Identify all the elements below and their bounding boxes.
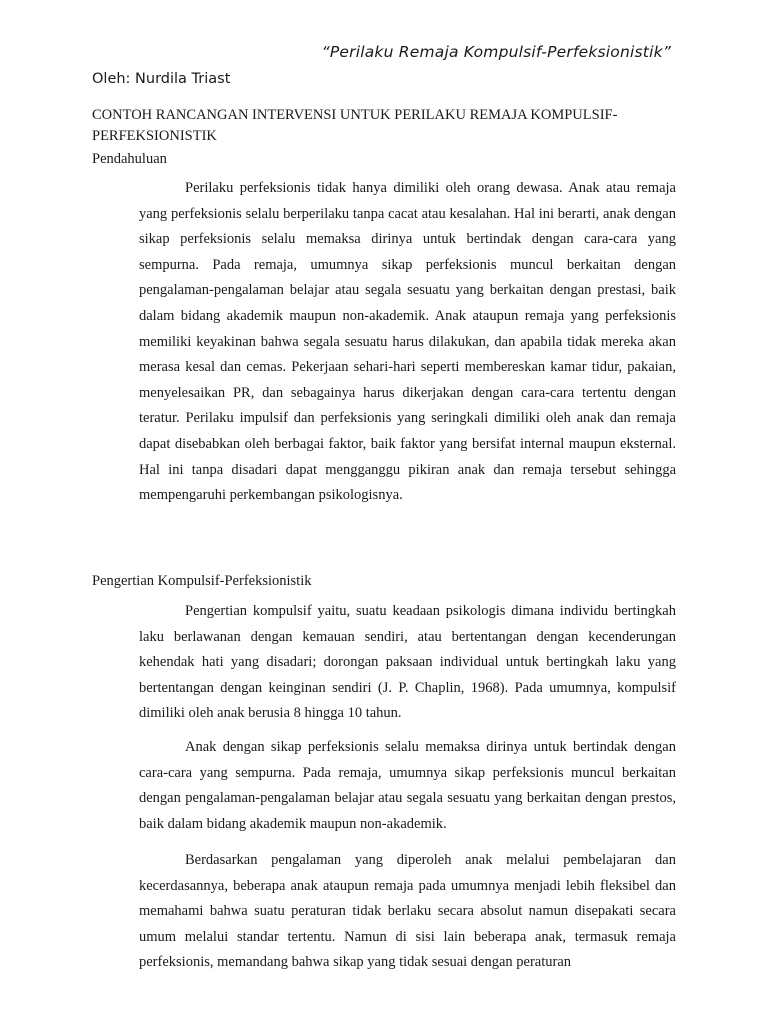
section-heading-pengertian: Pengertian Kompulsif-Perfeksionistik bbox=[92, 573, 312, 589]
paragraph-intro: Perilaku perfeksionis tidak hanya dimiliki oleh orang dewasa. Anak atau remaja yang perfeksionis selalu berperilaku tanpa cacat atau kesalahan. Hal ini berarti, anak dengan sikap perfeksionis selalu memaksa dirinya untuk bertindak dengan cara-cara yang sempurna. Pada remaja, umumnya sikap perfeksionis muncul berkaitan dengan pengalaman-pengalaman belajar atau segala sesuatu yang berkaitan dengan prestasi, baik dalam bidang akademik maupun non-akademik. Anak ataupun remaja yang perfeksionis memiliki keyakinan bahwa segala sesuatu harus dilakukan, dan apabila tidak mereka akan merasa kesal dan cemas. Pekerjaan sehari-hari seperti membereskan kamar tidur, pakaian, menyelesaikan PR, dan sebagainya harus dikerjakan dengan cara-cara tertentu dengan teratur. Perilaku impulsif dan perfeksionis yang seringkali dimiliki oleh anak dan remaja dapat disebabkan oleh berbagai faktor, baik faktor yang bersifat internal maupun eksternal. Hal ini tanpa disadari dapat mengganggu pikiran anak dan remaja tersebut sehingga mempengaruhi perkembangan psikologisnya. bbox=[139, 180, 676, 504]
paragraph-perfectionist-behavior: Anak dengan sikap perfeksionis selalu memaksa dirinya untuk bertindak dengan cara-cara yang sempurna. Pada remaja, umumnya sikap perfeksionis muncul berkaitan dengan pengalaman-pengalaman belajar atau segala sesuatu yang berkaitan dengan prestos, baik dalam bidang akademik maupun non-akademik. bbox=[139, 739, 676, 832]
section-heading-pendahuluan: Pendahuluan bbox=[92, 151, 167, 167]
paragraph-experience: Berdasarkan pengalaman yang diperoleh anak melalui pembelajaran dan kecerdasannya, beberapa anak ataupun remaja pada umumnya menjadi lebih fleksibel dan memahami bahwa suatu peraturan tidak berlaku secara absolut namun disepakati secara umum melalui standar tertentu. Namun di sisi lain beberapa anak, termasuk remaja perfeksionis, memandang bahwa sikap yang tidak sesuai dengan peraturan bbox=[139, 852, 676, 971]
document-title: “Perilaku Remaja Kompulsif-Perfeksionistik” bbox=[321, 43, 671, 61]
paragraph-definition: Pengertian kompulsif yaitu, suatu keadaan psikologis dimana individu bertingkah laku berlawanan dengan kemauan sendiri, atau bertentangan dengan kecenderungan kehendak hati yang disadari; dorongan paksaan individual untuk bertingkah laku yang bertentangan dengan keinginan sendiri (J. P. Chaplin, 1968). Pada umumnya, kompulsif dimiliki oleh anak berusia 8 hingga 10 tahun. bbox=[139, 603, 676, 722]
author-line: Oleh: Nurdila Triast bbox=[92, 71, 231, 87]
main-heading: CONTOH RANCANGAN INTERVENSI UNTUK PERILAKU REMAJA KOMPULSIF-PERFEKSIONISTIK bbox=[92, 107, 618, 144]
